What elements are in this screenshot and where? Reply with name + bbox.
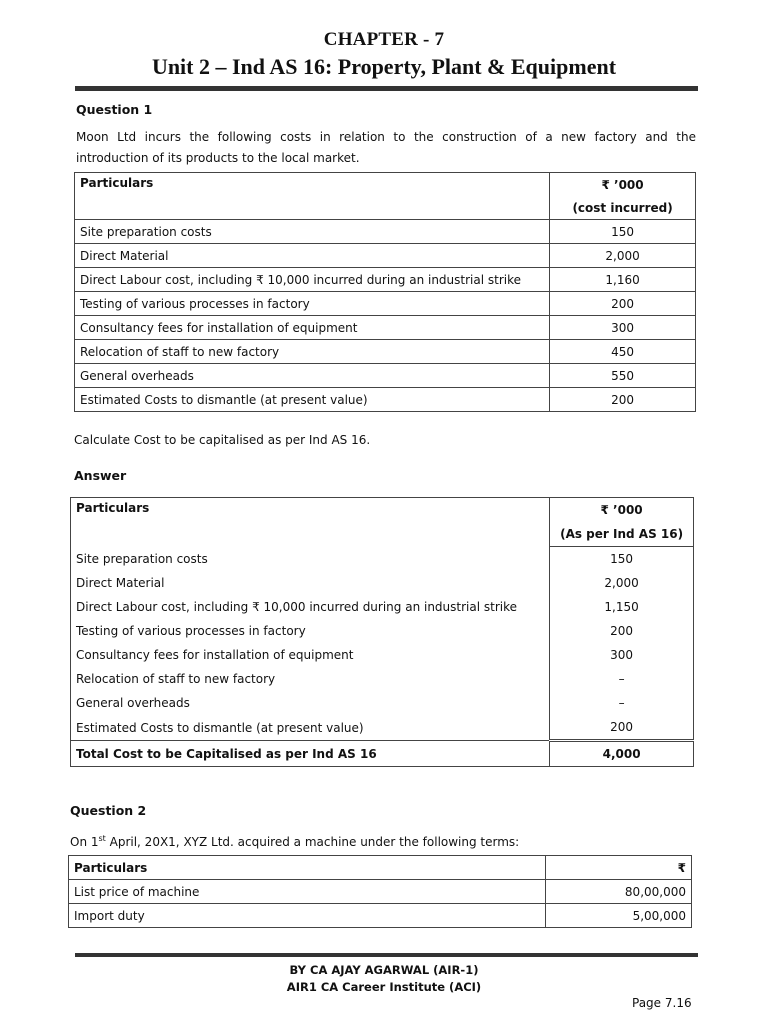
col-header-amount: ₹ ’000 [550, 173, 696, 197]
footer-line-1: BY CA AJAY AGARWAL (AIR-1) [289, 963, 479, 977]
row-amount: 150 [550, 547, 694, 572]
table-row [71, 643, 694, 667]
footer-rule [75, 953, 698, 957]
table-row [71, 667, 694, 691]
row-amount: 200 [550, 619, 694, 643]
row-particular: Consultancy fees for installation of equipment [75, 316, 550, 340]
total-row [71, 741, 694, 767]
row-amount: 80,00,000 [546, 880, 692, 904]
row-particular: Direct Material [75, 244, 550, 268]
row-amount: – [550, 691, 694, 715]
question-1-heading: Question 1 [76, 102, 153, 117]
table-row [71, 595, 694, 619]
unit-title: Unit 2 – Ind AS 16: Property, Plant & Equipment [151, 54, 617, 79]
row-particular: Direct Material [71, 571, 550, 595]
row-amount: 200 [550, 715, 694, 741]
row-amount: 1,160 [550, 268, 696, 292]
question-2-table [68, 855, 692, 928]
row-amount: 2,000 [550, 571, 694, 595]
answer-table [70, 497, 694, 767]
row-amount: 300 [550, 316, 696, 340]
footer-author [0, 962, 768, 996]
col-header-particulars: Particulars [75, 173, 550, 220]
row-particular: Relocation of staff to new factory [71, 667, 550, 691]
row-particular: Estimated Costs to dismantle (at present value) [75, 388, 550, 412]
row-particular: Site preparation costs [71, 547, 550, 572]
row-particular: General overheads [71, 691, 550, 715]
col-header-particulars: Particulars [71, 498, 550, 547]
row-amount: 200 [550, 292, 696, 316]
page-number: Page 7.16 [632, 996, 692, 1010]
table-row [75, 268, 696, 292]
total-label: Total Cost to be Capitalised as per Ind AS 16 [71, 741, 550, 767]
row-amount: 1,150 [550, 595, 694, 619]
row-amount: 5,00,000 [546, 904, 692, 928]
table-row [75, 292, 696, 316]
table-row [75, 244, 696, 268]
row-particular: Estimated Costs to dismantle (at present value) [71, 715, 550, 741]
total-amount: 4,000 [550, 741, 694, 767]
table-row [71, 715, 694, 741]
row-particular: Direct Labour cost, including ₹ 10,000 incurred during an industrial strike [71, 595, 550, 619]
table-row [75, 388, 696, 412]
table-row [69, 880, 692, 904]
table-row [71, 571, 694, 595]
table-row [71, 547, 694, 572]
footer-line-2: AIR1 CA Career Institute (ACI) [286, 980, 482, 994]
row-amount: 200 [550, 388, 696, 412]
header-rule [75, 86, 698, 91]
row-particular: Import duty [69, 904, 546, 928]
col-header-amount: ₹ [546, 856, 692, 880]
col-header-amount: ₹ ’000 [550, 498, 694, 523]
row-particular: General overheads [75, 364, 550, 388]
row-particular: Testing of various processes in factory [75, 292, 550, 316]
row-amount: – [550, 667, 694, 691]
answer-heading: Answer [74, 468, 127, 483]
row-amount: 300 [550, 643, 694, 667]
row-amount: 550 [550, 364, 696, 388]
table-row [75, 220, 696, 244]
question-1-instruction: Calculate Cost to be capitalised as per Ind AS 16. [74, 433, 371, 447]
question-2-heading: Question 2 [70, 803, 147, 818]
question-2-text: On 1st April, 20X1, XYZ Ltd. acquired a machine under the following terms: [70, 834, 520, 849]
question-1-text: Moon Ltd incurs the following costs in relation to the construction of a new factory and the introduction of its products to the local market. [76, 130, 696, 165]
table-row [71, 619, 694, 643]
row-amount: 450 [550, 340, 696, 364]
row-particular: Consultancy fees for installation of equipment [71, 643, 550, 667]
table-row [69, 904, 692, 928]
row-particular: Testing of various processes in factory [71, 619, 550, 643]
table-row [75, 364, 696, 388]
row-amount: 2,000 [550, 244, 696, 268]
table-row [71, 691, 694, 715]
col-header-particulars: Particulars [69, 856, 546, 880]
row-particular: Site preparation costs [75, 220, 550, 244]
row-particular: Relocation of staff to new factory [75, 340, 550, 364]
table-row [75, 316, 696, 340]
col-header-amount-sub: (As per Ind AS 16) [550, 522, 694, 547]
question-1-table [74, 172, 696, 412]
row-amount: 150 [550, 220, 696, 244]
chapter-title: CHAPTER - 7 [323, 29, 445, 50]
table-row [75, 340, 696, 364]
row-particular: Direct Labour cost, including ₹ 10,000 incurred during an industrial strike [75, 268, 550, 292]
table-header-row [71, 498, 694, 523]
row-particular: List price of machine [69, 880, 546, 904]
table-header-row [69, 856, 692, 880]
table-header-row [75, 173, 696, 197]
col-header-amount-sub: (cost incurred) [550, 196, 696, 220]
